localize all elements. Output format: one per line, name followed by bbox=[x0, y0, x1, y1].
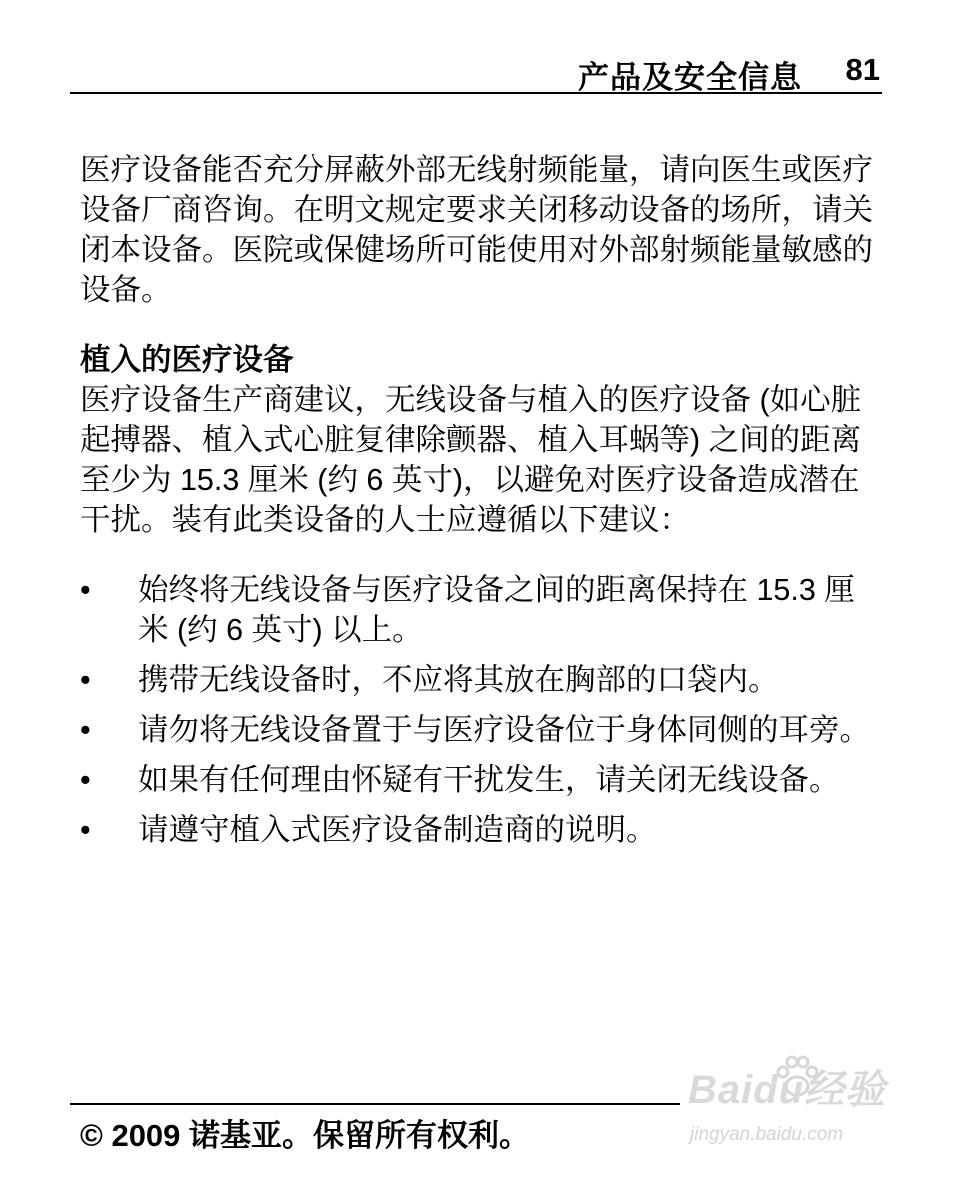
list-item-text: 请遵守植入式医疗设备制造商的说明。 bbox=[138, 813, 657, 847]
footer-divider bbox=[70, 1103, 680, 1105]
list-item-text: 携带无线设备时，不应将其放在胸部的口袋内。 bbox=[138, 663, 779, 697]
list-item-text: 始终将无线设备与医疗设备之间的距离保持在 15.3 厘米 (约 6 英寸) 以上。 bbox=[138, 573, 855, 647]
bullet-icon: • bbox=[80, 573, 91, 607]
intro-paragraph: 医疗设备能否充分屏蔽外部无线射频能量，请向医生或医疗设备厂商咨询。在明文规定要求关闭移动设备的场所，请关闭本设备。医院或保健场所可能使用对外部射频能量敏感的设备。 bbox=[80, 153, 873, 307]
bullet-icon: • bbox=[80, 813, 91, 847]
list-item bbox=[80, 570, 880, 650]
recommendation-list bbox=[80, 570, 880, 850]
watermark-logo-text: Baidu经验 bbox=[688, 1068, 887, 1112]
header-title: 产品及安全信息 bbox=[578, 60, 802, 95]
copyright-notice: © 2009 诺基亚。保留所有权利。 bbox=[80, 1118, 531, 1153]
page-content bbox=[80, 150, 880, 860]
bullet-icon: • bbox=[80, 663, 91, 697]
list-item bbox=[80, 760, 880, 800]
list-item bbox=[80, 660, 880, 700]
list-item bbox=[80, 810, 880, 850]
bullet-icon: • bbox=[80, 763, 91, 797]
section-heading: 植入的医疗设备 bbox=[80, 343, 294, 377]
watermark-url: jingyan.baidu.com bbox=[690, 1124, 844, 1145]
page-header bbox=[70, 50, 882, 94]
section-paragraph: 医疗设备生产商建议，无线设备与植入的医疗设备 (如心脏起搏器、植入式心脏复律除颤器、植入耳蜗等) 之间的距离至少为 15.3 厘米 (约 6 英寸)，以避免对医疗设备造成潜在干扰。装有此类设备的人士应遵循以下建议： bbox=[80, 383, 862, 537]
baidu-watermark bbox=[686, 1052, 916, 1156]
bullet-icon: • bbox=[80, 713, 91, 747]
page-number: 81 bbox=[845, 52, 880, 87]
paw-icon bbox=[772, 1052, 822, 1102]
list-item-text: 如果有任何理由怀疑有干扰发生，请关闭无线设备。 bbox=[138, 763, 840, 797]
list-item-text: 请勿将无线设备置于与医疗设备位于身体同侧的耳旁。 bbox=[138, 713, 870, 747]
list-item bbox=[80, 710, 880, 750]
